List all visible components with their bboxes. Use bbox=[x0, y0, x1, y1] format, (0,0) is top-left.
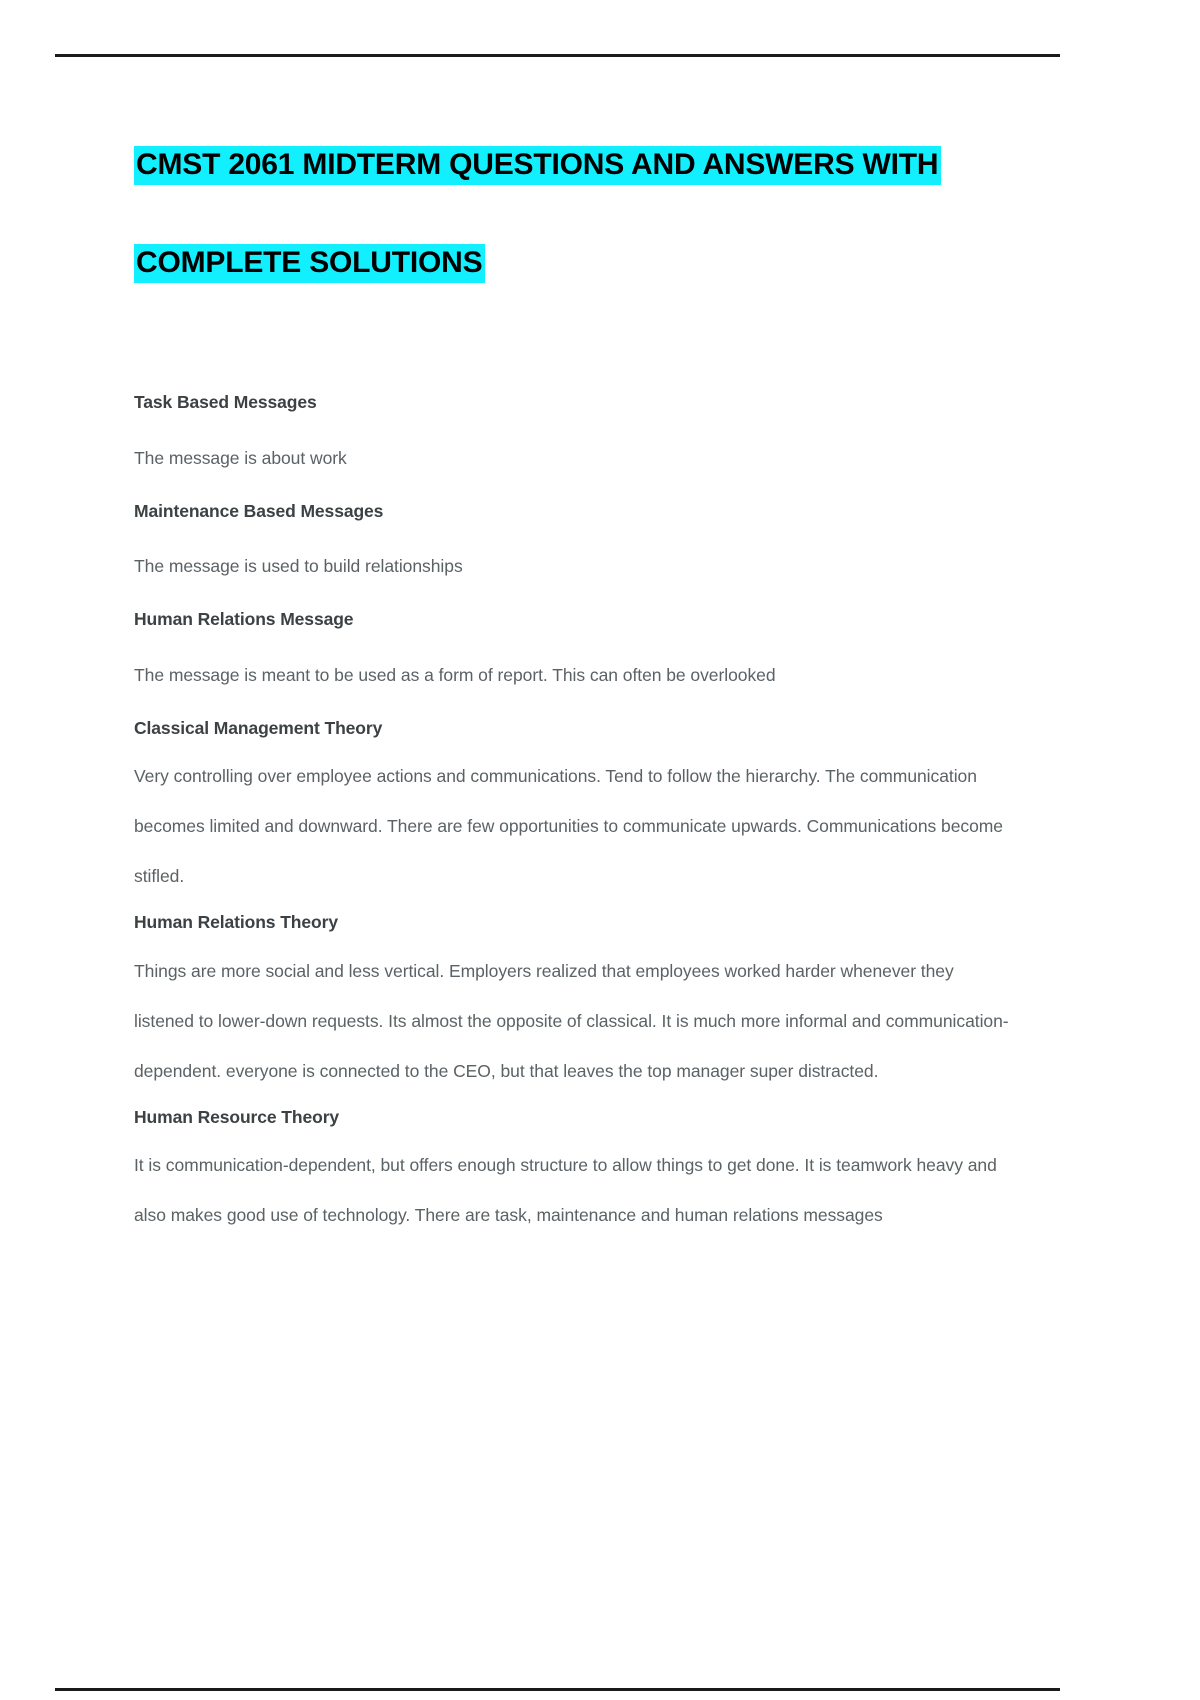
title-highlight-2: COMPLETE SOLUTIONS bbox=[134, 244, 485, 283]
title-highlight-1: CMST 2061 MIDTERM QUESTIONS AND ANSWERS WITH bbox=[134, 146, 941, 185]
section-task-based-messages bbox=[134, 394, 1014, 483]
section-heading: Maintenance Based Messages bbox=[134, 500, 384, 521]
section-text: Very controlling over employee actions and communications. Tend to follow the hierarchy. The communication becomes limited and downward. There are few opportunities to communicate upwards. Communications become stifled. bbox=[134, 766, 1003, 886]
section-heading: Task Based Messages bbox=[134, 392, 317, 412]
section-text: Things are more social and less vertical. Employers realized that employees worked harder whenever they listened to lower-down requests. Its almost the opposite of classical. It is much more informal and communication-dependent. everyone is connected to the CEO, but that leaves the top manager super distracted. bbox=[134, 960, 1009, 1081]
section-maintenance-based-messages bbox=[134, 500, 1014, 592]
section-text: The message is about work bbox=[134, 447, 347, 468]
page-title-line-1 bbox=[134, 118, 1014, 212]
section-human-resource-theory bbox=[134, 1106, 1014, 1241]
page-title bbox=[134, 118, 1014, 310]
section-text: It is communication-dependent, but offers enough structure to allow things to get done. It is teamwork heavy and also makes good use of technology. There are task, maintenance and human relations messages bbox=[134, 1155, 997, 1225]
page-title-line-2 bbox=[134, 216, 1014, 310]
section-human-relations-message bbox=[134, 611, 1014, 700]
section-heading: Human Relations Message bbox=[134, 609, 354, 629]
page-bottom-rule bbox=[55, 1688, 1060, 1691]
page-top-rule bbox=[55, 54, 1060, 57]
section-heading: Human Resource Theory bbox=[134, 1106, 340, 1127]
section-text: The message is used to build relationships bbox=[134, 556, 463, 576]
section-human-relations-theory bbox=[134, 914, 1014, 1096]
section-heading: Classical Management Theory bbox=[134, 717, 383, 738]
document-content bbox=[134, 118, 1014, 1227]
section-heading: Human Relations Theory bbox=[134, 912, 338, 932]
section-text: The message is meant to be used as a form of report. This can often be overlooked bbox=[134, 664, 776, 685]
section-classical-management-theory bbox=[134, 717, 1014, 902]
document-body bbox=[134, 394, 1014, 1240]
